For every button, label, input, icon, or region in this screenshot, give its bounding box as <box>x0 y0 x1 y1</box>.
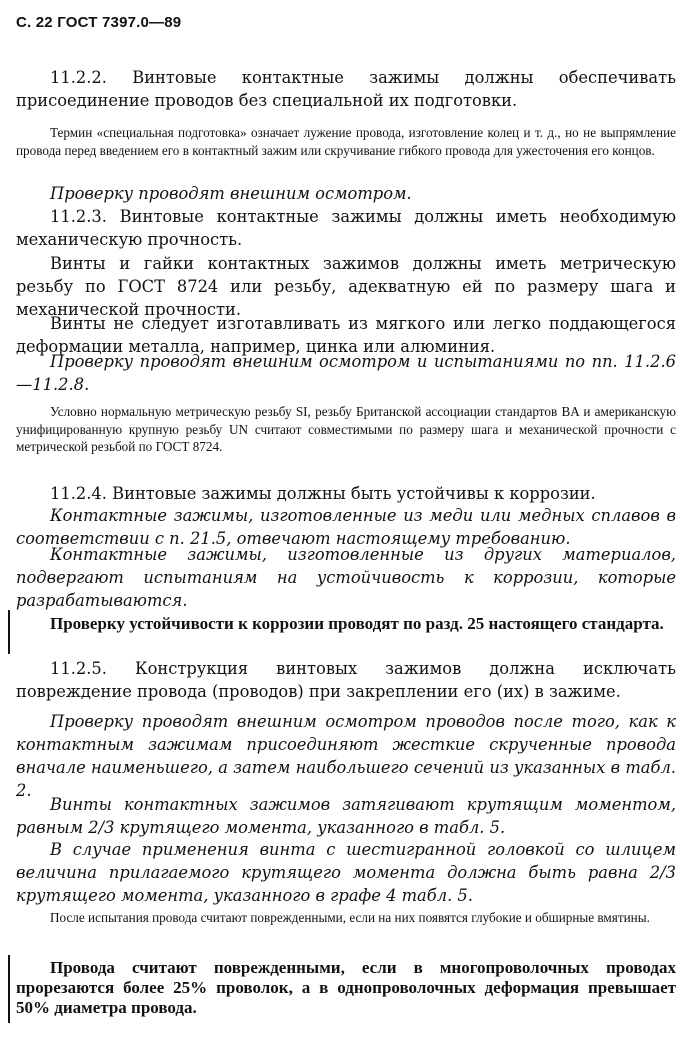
clause-11-2-3: 11.2.3. Винтовые контактные зажимы должны иметь необходимую механическую прочность. <box>16 207 676 249</box>
check-inspection-tests: Проверку проводят внешним осмотром и испытаниями по пп. 11.2.6—11.2.8. <box>16 352 676 394</box>
paragraph-other-materials: Контактные зажимы, изготовленные из других материалов, подвергают испытаниям на устойчивость к коррозии, которые разрабатываются. <box>16 545 676 610</box>
paragraph-hex-head-screw: В случае применения винта с шестигранной головкой со шлицем величина прилагаемого крутящего момента должна быть равна 2/3 крутящего момента, указанного в графе 4 табл. 5. <box>16 840 676 905</box>
clause-11-2-5: 11.2.5. Конструкция винтовых зажимов должна исключать повреждение провода (проводов) при закреплении его (их) в зажиме. <box>16 659 676 701</box>
note-special-preparation: Термин «специальная подготовка» означает лужение провода, изготовление колец и т. д., но не выпрямление провода перед введением его в контактный зажим или скручивание гибкого провода для ужесточения его концов. <box>16 125 676 158</box>
paragraph-screws-material: Винты не следует изготавливать из мягкого или легко поддающегося деформации металла, например, цинка или алюминия. <box>16 314 676 356</box>
check-conductor-inspection: Проверку проводят внешним осмотром проводов после того, как к контактным зажимам присоединяют жесткие скрученные провода вначале наименьшего, а затем наибольшего сечений из указанных в табл. 2. <box>16 712 676 800</box>
bold-corrosion-check: Проверку устойчивости к коррозии проводят по разд. 25 настоящего стандарта. <box>50 614 664 633</box>
note-thread-compatibility: Условно нормальную метрическую резьбу SI, резьбу Британской ассоциации стандартов BA и американскую унифицированную крупную резьбу UN считают совместимыми по размеру шага и механической прочности с метрической резьбой по ГОСТ 8724. <box>16 404 676 454</box>
change-bar-1 <box>8 610 10 654</box>
note-dents: После испытания провода считают поврежденными, если на них появятся глубокие и обширные вмятины. <box>50 910 650 925</box>
page-header: С. 22 ГОСТ 7397.0—89 <box>16 14 182 31</box>
check-external-inspection: Проверку проводят внешним осмотром. <box>50 184 412 203</box>
clause-11-2-4: 11.2.4. Винтовые зажимы должны быть устойчивы к коррозии. <box>50 484 596 503</box>
change-bar-2 <box>8 955 10 1023</box>
paragraph-torque-tightening: Винты контактных зажимов затягивают крутящим моментом, равным 2/3 крутящего момента, указанного в табл. 5. <box>16 795 676 837</box>
clause-11-2-2: 11.2.2. Винтовые контактные зажимы должны обеспечивать присоединение проводов без специальной их подготовки. <box>16 68 676 110</box>
paragraph-copper-terminals: Контактные зажимы, изготовленные из меди или медных сплавов в соответствии с п. 21.5, отвечают настоящему требованию. <box>16 506 676 548</box>
bold-conductor-damage: Провода считают поврежденными, если в многопроволочных проводах прорезаются более 25% проволок, а в однопроволочных деформация превышает 50% диаметра провода. <box>16 958 676 1017</box>
paragraph-screws-nuts: Винты и гайки контактных зажимов должны иметь метрическую резьбу по ГОСТ 8724 или резьбу, адекватную ей по размеру шага и механической прочности. <box>16 254 676 319</box>
